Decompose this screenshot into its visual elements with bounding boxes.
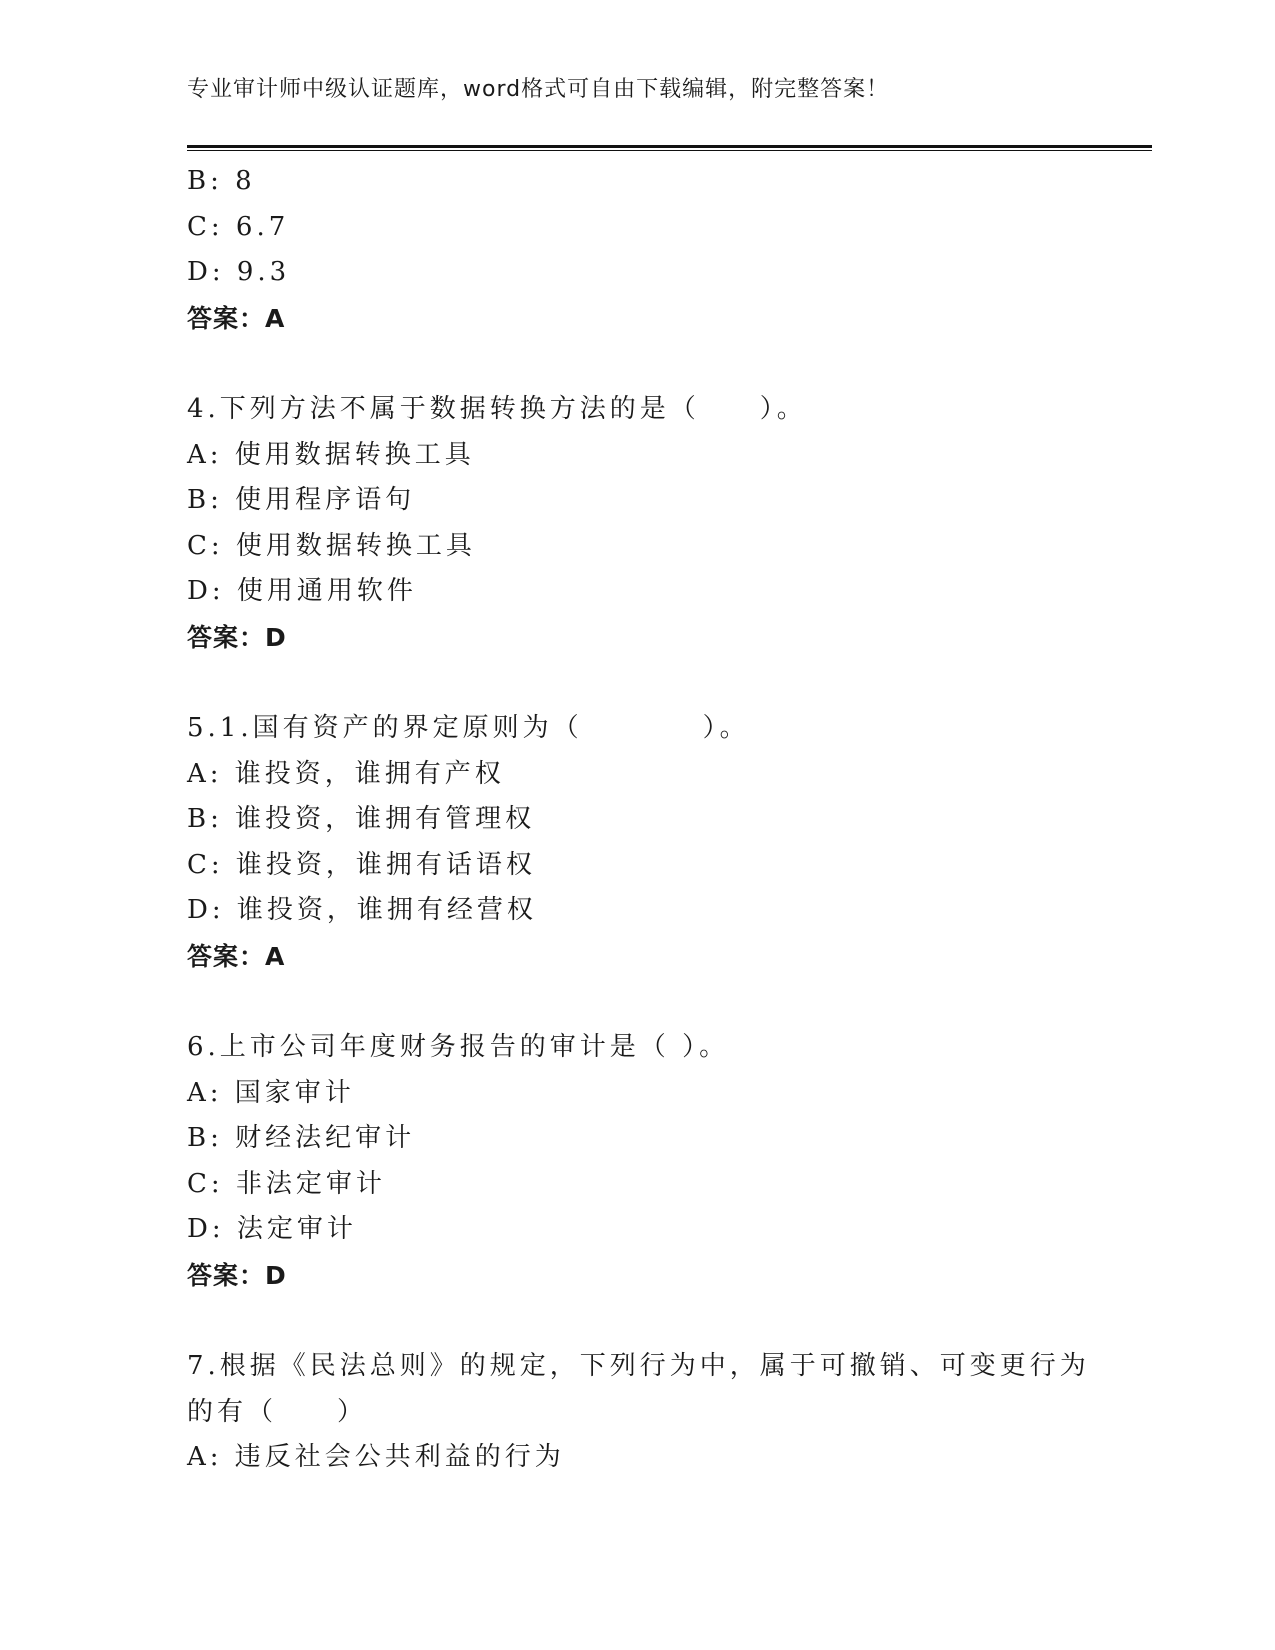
page-header: 专业审计师中级认证题库，word格式可自由下载编辑，附完整答案！: [187, 77, 890, 102]
option-line: C: 6.7: [187, 211, 290, 242]
option-line: B: 8: [187, 166, 256, 196]
question-stem-continued: 的有（ ）: [187, 1396, 368, 1427]
question-stem: 6.上市公司年度财务报告的审计是（ ）。: [187, 1032, 730, 1062]
option-line: B: 使用程序语句: [187, 485, 416, 515]
answer-line: 答案：A: [187, 303, 286, 333]
option-line: A: 国家审计: [187, 1077, 355, 1108]
question-5: [187, 706, 1087, 979]
option-line: D: 使用通用软件: [187, 576, 417, 606]
option-line: D: 法定审计: [187, 1214, 357, 1244]
answer-line: 答案：A: [187, 941, 286, 971]
option-line: A: 谁投资，谁拥有产权: [187, 758, 505, 789]
option-line: C: 非法定审计: [187, 1168, 386, 1199]
option-line: C: 谁投资，谁拥有话语权: [187, 849, 536, 880]
question-6: [187, 1025, 1087, 1298]
question-3-continued: [187, 159, 1087, 341]
answer-line: 答案：D: [187, 1260, 287, 1290]
answer-line: 答案：D: [187, 622, 287, 652]
option-line: A: 违反社会公共利益的行为: [187, 1442, 565, 1472]
option-line: D: 谁投资，谁拥有经营权: [187, 895, 537, 925]
question-content: [187, 159, 1090, 1481]
option-line: B: 财经法纪审计: [187, 1123, 416, 1153]
question-4: [187, 387, 1087, 660]
question-stem: 5.1.国有资产的界定原则为（ ）。: [187, 713, 750, 743]
question-stem: 4.下列方法不属于数据转换方法的是（ ）。: [187, 394, 807, 424]
option-line: B: 谁投资，谁拥有管理权: [187, 804, 536, 834]
option-line: D: 9.3: [187, 257, 291, 287]
header-rule-thick: [187, 145, 1152, 148]
question-7: [187, 1344, 1090, 1481]
header-rule-thin: [187, 150, 1152, 151]
option-line: C: 使用数据转换工具: [187, 530, 476, 561]
question-stem: 7.根据《民法总则》的规定，下列行为中，属于可撤销、可变更行为: [187, 1351, 1090, 1381]
option-line: A: 使用数据转换工具: [187, 439, 475, 470]
